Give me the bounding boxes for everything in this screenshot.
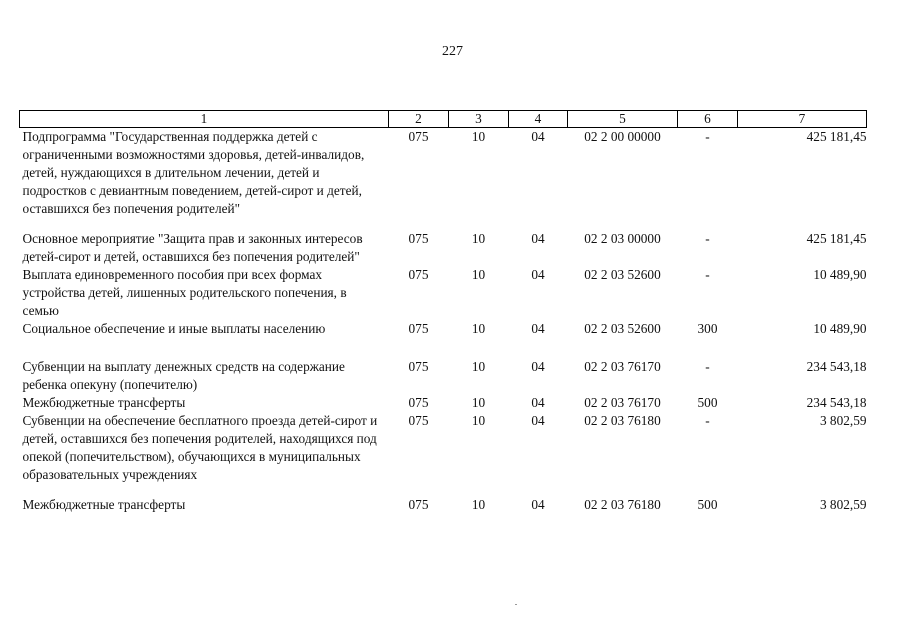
row-amount: 10 489,90 [813,267,867,282]
table-row [20,496,867,514]
row-code-4: 04 [531,413,545,428]
row-code-3: 10 [471,395,486,410]
column-header-1: 1 [20,111,389,128]
row-name: Субвенции на выплату денежных средств на содержание ребенка опекуну (попечителю) [22,359,345,392]
row-name: Межбюджетные трансферты [22,395,186,410]
row-code-5: 02 2 03 52600 [584,321,661,336]
row-code-5: 02 2 03 76180 [584,497,661,512]
row-code-6: - [705,129,710,144]
table-row [20,394,867,412]
row-code-2: 075 [408,231,429,246]
table-row [20,230,867,266]
row-code-3: 10 [471,267,486,282]
table-row [20,320,867,358]
column-header-4: 4 [509,111,568,128]
column-header-5: 5 [568,111,678,128]
row-amount: 3 802,59 [819,413,867,428]
row-code-2: 075 [408,321,429,336]
table-row [20,128,867,231]
row-code-6: - [705,267,710,282]
column-header-2: 2 [389,111,449,128]
row-code-6: 300 [697,321,718,336]
row-code-3: 10 [471,413,486,428]
row-name: Социальное обеспечение и иные выплаты населению [22,321,326,336]
row-code-3: 10 [471,359,486,374]
row-code-6: - [705,359,710,374]
row-name: Субвенции на обеспечение бесплатного проезда детей-сирот и детей, оставшихся без попечения родителей, находящихся под опекой (попечительством), обучающихся в муниципальных образовательных учреждениях [22,413,378,482]
row-amount: 3 802,59 [819,497,867,512]
row-name: Межбюджетные трансферты [22,497,186,512]
table-body [20,128,867,515]
row-code-2: 075 [408,413,429,428]
row-code-3: 10 [471,321,486,336]
row-code-6: 500 [697,395,718,410]
row-code-2: 075 [408,497,429,512]
row-code-4: 04 [531,321,545,336]
header-row [20,111,867,128]
row-name: Подпрограмма "Государственная поддержка детей с ограниченными возможностями здоровья, детей-инвалидов, детей, нуждающихся в длительном лечении, детей и подростков с девиантным поведением, детей-сирот и детей, оставшихся без попечения родителей" [22,129,365,216]
table-row [20,412,867,496]
row-amount: 234 543,18 [806,359,867,374]
row-code-4: 04 [531,129,545,144]
row-code-5: 02 2 03 00000 [584,231,661,246]
scan-speck [515,604,517,605]
row-amount: 234 543,18 [806,395,867,410]
row-code-5: 02 2 03 76170 [584,359,661,374]
row-code-3: 10 [471,497,486,512]
column-header-6: 6 [678,111,738,128]
row-code-5: 02 2 03 76170 [584,395,661,410]
row-code-2: 075 [408,395,429,410]
row-code-4: 04 [531,497,545,512]
row-code-3: 10 [471,129,486,144]
row-code-6: 500 [697,497,718,512]
column-header-3: 3 [449,111,509,128]
row-name: Основное мероприятие "Защита прав и законных интересов детей-сирот и детей, оставшихся без попечения родителей" [22,231,363,264]
table-header [20,111,867,128]
row-code-4: 04 [531,267,545,282]
row-code-4: 04 [531,231,545,246]
row-code-5: 02 2 03 52600 [584,267,661,282]
column-header-7: 7 [738,111,867,128]
budget-table [19,110,867,514]
row-code-2: 075 [408,267,429,282]
row-code-3: 10 [471,231,486,246]
row-code-2: 075 [408,359,429,374]
page-number: 227 [442,44,463,59]
row-code-6: - [705,231,710,246]
row-code-5: 02 2 03 76180 [584,413,661,428]
row-code-5: 02 2 00 00000 [584,129,661,144]
row-amount: 425 181,45 [806,129,867,144]
row-name: Выплата единовременного пособия при всех формах устройства детей, лишенных родительского попечения, в семью [22,267,347,318]
row-amount: 10 489,90 [813,321,867,336]
row-code-4: 04 [531,359,545,374]
row-code-6: - [705,413,710,428]
row-amount: 425 181,45 [806,231,867,246]
table-row [20,358,867,394]
row-code-4: 04 [531,395,545,410]
table-row [20,266,867,320]
row-code-2: 075 [408,129,429,144]
